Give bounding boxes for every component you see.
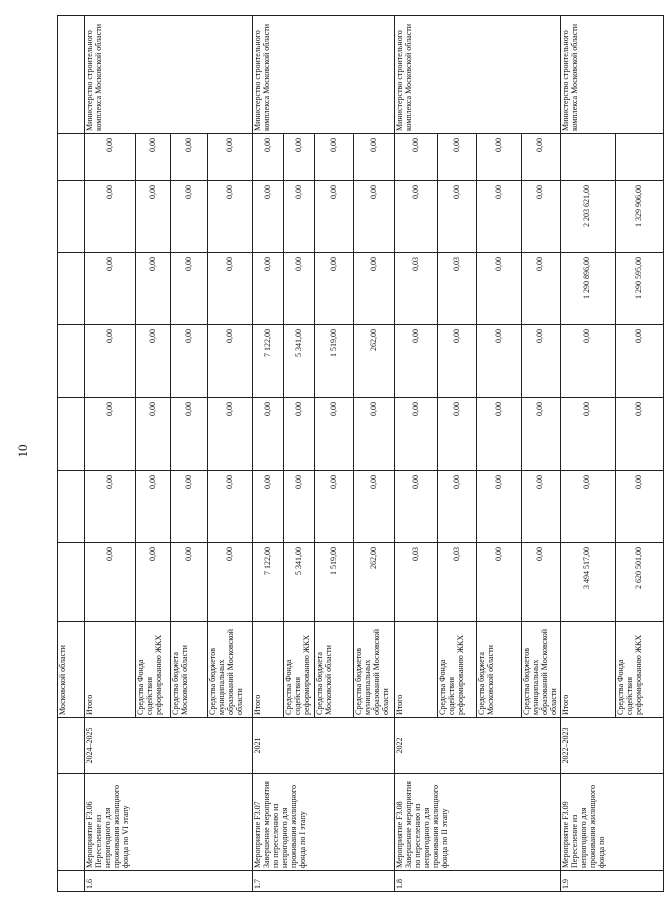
- item-name-cell: Мероприятие F3.09 Переселение из непригодного для проживания жилищного фонда по: [560, 774, 663, 871]
- value-cell: 0,00: [85, 134, 136, 181]
- source-cell: Итого: [85, 622, 136, 718]
- item-number-cell: 1.8: [395, 871, 561, 892]
- value-cell: 7 122,00: [253, 325, 284, 398]
- table-row: [85, 16, 136, 892]
- value-cell: 0,00: [136, 471, 171, 543]
- value-cell: 0,00: [438, 325, 477, 398]
- value-cell: 0,00: [522, 134, 561, 181]
- value-cell: [615, 134, 663, 181]
- value-cell: 0,00: [171, 134, 208, 181]
- value-cell: 0,00: [171, 181, 208, 253]
- value-cell: 7 122,00: [253, 543, 284, 622]
- value-cell: 0,00: [284, 181, 315, 253]
- value-cell: 262,00: [354, 325, 395, 398]
- value-cell: 262,00: [354, 543, 395, 622]
- executor-cell: Министерство строительного комплекса Московской области: [253, 16, 395, 134]
- source-cell: Средства бюджета Московской области: [477, 622, 522, 718]
- value-cell: 0,00: [354, 471, 395, 543]
- value-cell: 0,00: [615, 398, 663, 471]
- value-cell: 0,00: [522, 471, 561, 543]
- value-cell: 0,00: [136, 253, 171, 325]
- value-cell: 0,03: [438, 253, 477, 325]
- executor-cell: Министерство строительного комплекса Московской области: [560, 16, 663, 134]
- value-cell: 0,00: [315, 181, 354, 253]
- value-cell: 1 290 896,00: [560, 253, 615, 325]
- source-cell: Московской области: [58, 622, 85, 718]
- value-cell: 0,00: [395, 134, 438, 181]
- value-cell: 0,00: [315, 134, 354, 181]
- source-cell: Итого: [395, 622, 438, 718]
- item-number-cell: 1.9: [560, 871, 663, 892]
- value-cell: 0,00: [315, 398, 354, 471]
- value-cell: 1 329 906,00: [615, 181, 663, 253]
- executor-cell: Министерство строительного комплекса Московской области: [395, 16, 561, 134]
- table-row: [395, 16, 438, 892]
- value-cell: 0,03: [395, 253, 438, 325]
- value-cell: 0,00: [438, 471, 477, 543]
- value-cell: 0,00: [136, 325, 171, 398]
- source-cell: Средства Фонда содействия реформированию ЖКХ: [438, 622, 477, 718]
- value-cell: 0,00: [284, 253, 315, 325]
- source-cell: Итого: [560, 622, 615, 718]
- value-cell: 3 494 517,00: [560, 543, 615, 622]
- value-cell: 5 341,00: [284, 325, 315, 398]
- value-cell: 0,00: [522, 398, 561, 471]
- value-cell: 0,00: [85, 181, 136, 253]
- source-cell: Средства Фонда содействия реформированию ЖКХ: [284, 622, 315, 718]
- value-cell: 0,00: [208, 181, 253, 253]
- value-cell: 0,00: [560, 398, 615, 471]
- value-cell: 0,00: [208, 398, 253, 471]
- value-cell: 0,00: [253, 471, 284, 543]
- value-cell: 0,00: [315, 471, 354, 543]
- program-table: [57, 15, 664, 892]
- value-cell: 0,00: [171, 253, 208, 325]
- source-cell: Итого: [253, 622, 284, 718]
- value-cell: 0,00: [171, 398, 208, 471]
- value-cell: 2 203 621,00: [560, 181, 615, 253]
- value-cell: 0,00: [560, 325, 615, 398]
- period-cell: 2024–2025: [85, 718, 253, 774]
- source-cell: Средства бюджетов муниципальных образований Московской области: [354, 622, 395, 718]
- table-body: [58, 16, 664, 892]
- value-cell: 0,00: [477, 134, 522, 181]
- value-cell: 0,00: [208, 134, 253, 181]
- value-cell: 2 620 501,00: [615, 543, 663, 622]
- value-cell: 0,03: [438, 543, 477, 622]
- period-cell: 2022–2023: [560, 718, 663, 774]
- value-cell: 0,00: [395, 471, 438, 543]
- value-cell: 5 341,00: [284, 543, 315, 622]
- value-cell: 0,00: [253, 398, 284, 471]
- value-cell: 1 519,00: [315, 543, 354, 622]
- table-row: [253, 16, 284, 892]
- value-cell: 0,00: [284, 471, 315, 543]
- item-name-cell: Мероприятие F3.06 Переселение из непригодного для проживания жилищного фонда по VI этапу: [85, 774, 253, 871]
- value-cell: 0,00: [171, 471, 208, 543]
- value-cell: 0,00: [522, 181, 561, 253]
- value-cell: 0,00: [438, 398, 477, 471]
- value-cell: 0,00: [354, 253, 395, 325]
- executor-cell: Министерство строительного комплекса Московской области: [85, 16, 253, 134]
- source-cell: Средства бюджетов муниципальных образований Московской области: [208, 622, 253, 718]
- value-cell: 0,00: [85, 398, 136, 471]
- value-cell: 0,00: [615, 471, 663, 543]
- value-cell: 0,00: [284, 398, 315, 471]
- value-cell: [560, 134, 615, 181]
- value-cell: 0,00: [171, 325, 208, 398]
- source-cell: Средства бюджета Московской области: [171, 622, 208, 718]
- item-name-cell: Мероприятие F3.08 Завершение мероприятия по переселению из непригодного для проживания жилищного фонда по II этапу: [395, 774, 561, 871]
- value-cell: 0,00: [522, 253, 561, 325]
- value-cell: 0,00: [171, 543, 208, 622]
- value-cell: 0,00: [208, 325, 253, 398]
- source-cell: Средства бюджета Московской области: [315, 622, 354, 718]
- value-cell: 0,00: [315, 253, 354, 325]
- value-cell: 0,00: [208, 471, 253, 543]
- value-cell: 0,00: [477, 181, 522, 253]
- value-cell: 0,00: [560, 471, 615, 543]
- value-cell: 0,00: [136, 398, 171, 471]
- value-cell: 0,00: [136, 181, 171, 253]
- value-cell: 0,00: [208, 253, 253, 325]
- value-cell: 0,00: [253, 134, 284, 181]
- value-cell: 0,00: [438, 181, 477, 253]
- item-number-cell: 1.7: [253, 871, 395, 892]
- value-cell: 0,00: [208, 543, 253, 622]
- value-cell: 1 519,00: [315, 325, 354, 398]
- value-cell: 0,00: [253, 253, 284, 325]
- value-cell: 0,00: [615, 325, 663, 398]
- value-cell: 1 290 595,00: [615, 253, 663, 325]
- value-cell: 0,00: [477, 543, 522, 622]
- value-cell: 0,00: [477, 471, 522, 543]
- value-cell: 0,00: [438, 134, 477, 181]
- value-cell: 0,00: [85, 543, 136, 622]
- value-cell: 0,00: [354, 134, 395, 181]
- table-row: [560, 16, 615, 892]
- value-cell: 0,00: [136, 543, 171, 622]
- period-cell: 2021: [253, 718, 395, 774]
- value-cell: 0,00: [477, 325, 522, 398]
- value-cell: 0,00: [136, 134, 171, 181]
- value-cell: 0,00: [395, 181, 438, 253]
- value-cell: 0,00: [284, 134, 315, 181]
- value-cell: 0,00: [477, 398, 522, 471]
- source-cell: Средства бюджетов муниципальных образований Московской области: [522, 622, 561, 718]
- value-cell: 0,00: [253, 181, 284, 253]
- value-cell: 0,00: [395, 398, 438, 471]
- value-cell: 0,00: [85, 471, 136, 543]
- header-continuation-row: [58, 16, 85, 892]
- value-cell: 0,00: [477, 253, 522, 325]
- source-cell: Средства Фонда содействия реформированию ЖКХ: [615, 622, 663, 718]
- value-cell: 0,00: [395, 325, 438, 398]
- value-cell: 0,00: [85, 325, 136, 398]
- value-cell: 0,00: [522, 325, 561, 398]
- item-number-cell: 1.6: [85, 871, 253, 892]
- period-cell: 2022: [395, 718, 561, 774]
- value-cell: 0,00: [354, 398, 395, 471]
- source-cell: Средства Фонда содействия реформированию ЖКХ: [136, 622, 171, 718]
- value-cell: 0,00: [522, 543, 561, 622]
- value-cell: 0,00: [354, 181, 395, 253]
- item-name-cell: Мероприятие F3.07 Завершение мероприятия по переселению из непригодного для проживания жилищного фонда по I этапу: [253, 774, 395, 871]
- value-cell: 0,03: [395, 543, 438, 622]
- value-cell: 0,00: [85, 253, 136, 325]
- page-number: 10: [15, 444, 30, 458]
